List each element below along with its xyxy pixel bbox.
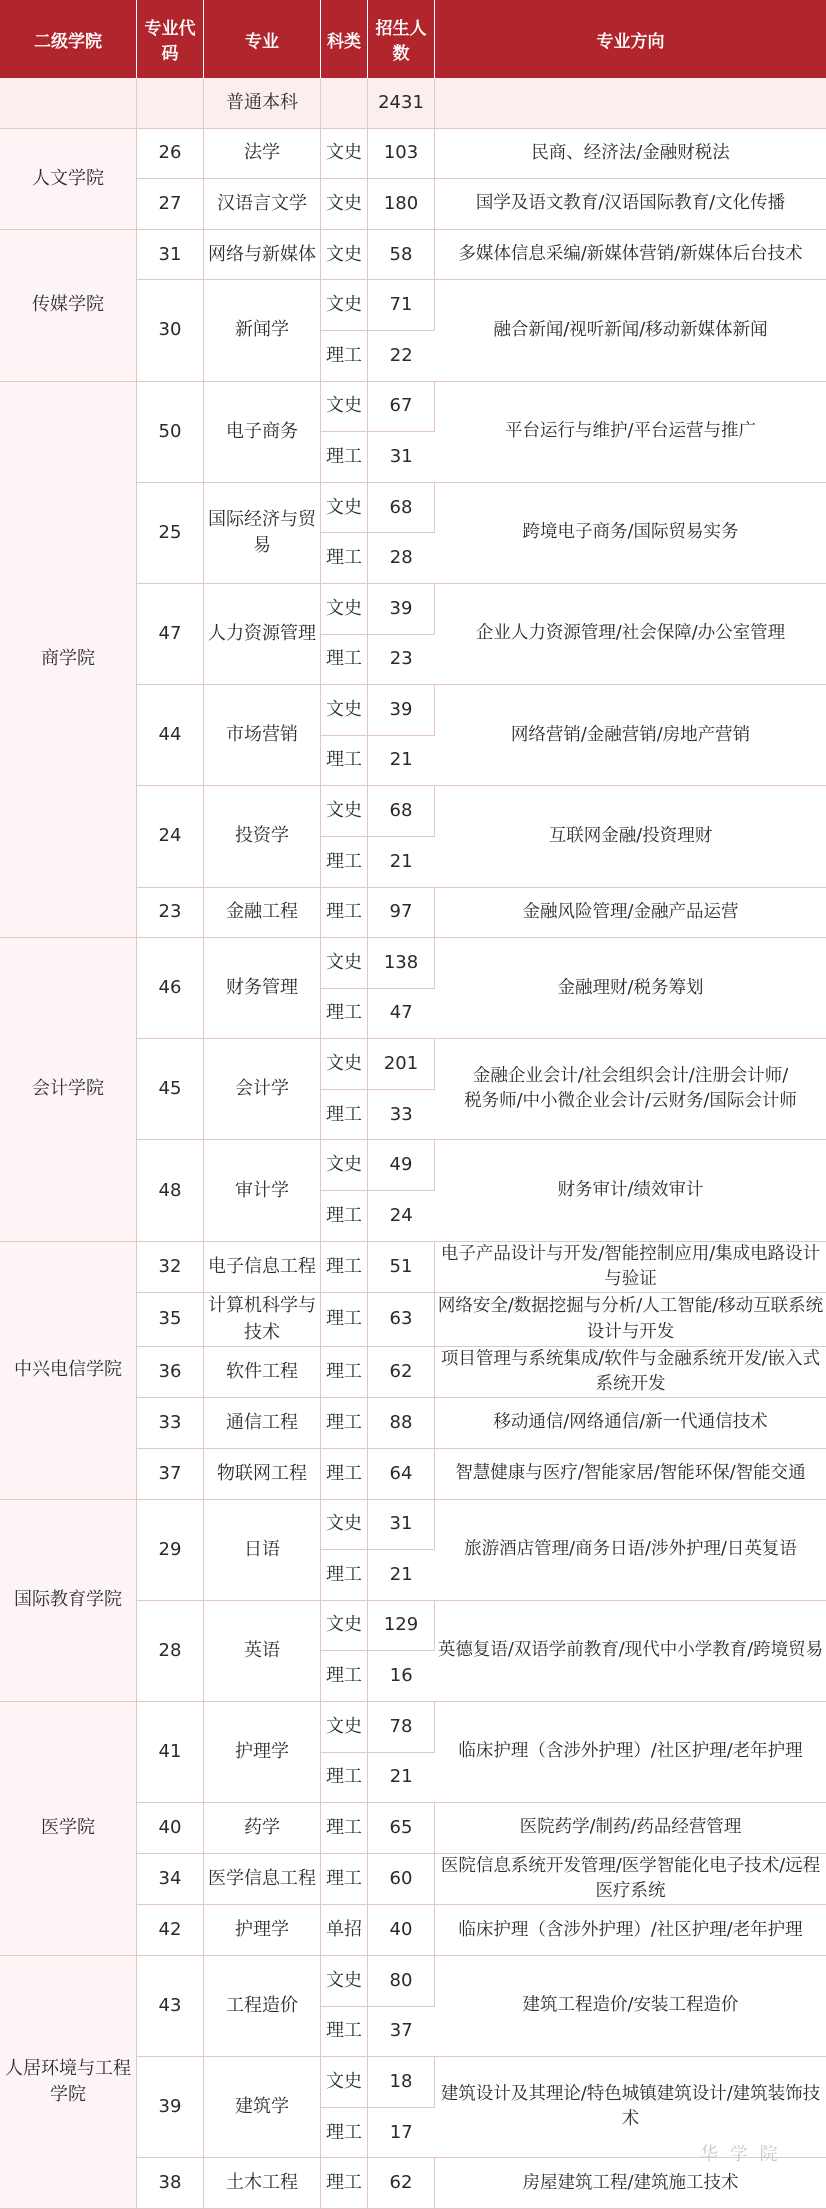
major-name-cell: 电子商务 [204,381,321,482]
enrollment-cell: 21 [368,836,435,887]
enrollment-cell: 60 [368,1853,435,1905]
direction-cell: 金融理财/税务筹划 [435,938,826,1039]
enrollment-cell: 31 [368,1499,435,1550]
overall-code-cell [137,78,204,128]
major-code-cell: 37 [137,1448,204,1499]
major-name-cell: 金融工程 [204,887,321,938]
category-cell: 文史 [321,2057,368,2108]
enrollment-cell: 103 [368,128,435,179]
category-cell: 文史 [321,482,368,533]
direction-cell: 国学及语文教育/汉语国际教育/文化传播 [435,179,826,230]
major-name-cell: 国际经济与贸易 [204,482,321,583]
major-code-cell: 26 [137,128,204,179]
enrollment-cell: 23 [368,634,435,685]
category-cell: 文史 [321,381,368,432]
category-cell: 文史 [321,1600,368,1651]
header-college: 二级学院 [0,0,137,78]
enrollment-cell: 63 [368,1293,435,1346]
college-cell: 商学院 [0,381,137,938]
category-cell: 理工 [321,836,368,887]
major-name-cell: 计算机科学与技术 [204,1293,321,1346]
major-name-cell: 英语 [204,1600,321,1701]
enrollment-cell: 17 [368,2107,435,2158]
major-code-cell: 39 [137,2057,204,2158]
table-row [0,1499,826,1550]
enrollment-cell: 129 [368,1600,435,1651]
major-code-cell: 28 [137,1600,204,1701]
category-cell: 理工 [321,432,368,483]
category-cell: 理工 [321,2107,368,2158]
table-row [0,938,826,989]
major-name-cell: 日语 [204,1499,321,1600]
category-cell: 文史 [321,128,368,179]
major-code-cell: 48 [137,1140,204,1241]
major-name-cell: 建筑学 [204,2057,321,2158]
direction-cell: 房屋建筑工程/建筑施工技术 [435,2158,826,2209]
direction-cell: 移动通信/网络通信/新一代通信技术 [435,1398,826,1449]
major-code-cell: 25 [137,482,204,583]
direction-cell: 临床护理（含涉外护理）/社区护理/老年护理 [435,1701,826,1802]
enrollment-cell: 68 [368,786,435,837]
major-code-cell: 43 [137,1956,204,2057]
direction-cell: 医院药学/制药/药品经营管理 [435,1803,826,1854]
major-code-cell: 23 [137,887,204,938]
direction-cell: 智慧健康与医疗/智能家居/智能环保/智能交通 [435,1448,826,1499]
major-code-cell: 44 [137,685,204,786]
enrollment-cell: 33 [368,1089,435,1140]
major-code-cell: 30 [137,280,204,381]
major-code-cell: 46 [137,938,204,1039]
major-name-cell: 会计学 [204,1039,321,1140]
category-cell: 文史 [321,1701,368,1752]
direction-cell: 金融风险管理/金融产品运营 [435,887,826,938]
enrollment-cell: 16 [368,1651,435,1702]
direction-cell: 电子产品设计与开发/智能控制应用/集成电路设计与验证 [435,1241,826,1293]
enrollment-cell: 65 [368,1803,435,1854]
enrollment-cell: 49 [368,1140,435,1191]
college-cell: 中兴电信学院 [0,1241,137,1499]
category-cell: 文史 [321,280,368,331]
category-cell: 理工 [321,1550,368,1601]
enrollment-cell: 97 [368,887,435,938]
category-cell: 理工 [321,2158,368,2209]
category-cell: 文史 [321,1039,368,1090]
major-code-cell: 34 [137,1853,204,1905]
direction-cell: 网络营销/金融营销/房地产营销 [435,685,826,786]
major-name-cell: 汉语言文学 [204,179,321,230]
category-cell: 理工 [321,2006,368,2057]
header-major: 专业 [204,0,321,78]
direction-cell: 金融企业会计/社会组织会计/注册会计师/ 税务师/中小微企业会计/云财务/国际会计师 [435,1039,826,1140]
enrollment-cell: 201 [368,1039,435,1090]
enrollment-cell: 58 [368,229,435,280]
direction-cell: 融合新闻/视听新闻/移动新媒体新闻 [435,280,826,381]
enrollment-cell: 21 [368,735,435,786]
major-code-cell: 35 [137,1293,204,1346]
enrollment-cell: 64 [368,1448,435,1499]
category-cell: 理工 [321,887,368,938]
direction-cell: 跨境电子商务/国际贸易实务 [435,482,826,583]
major-name-cell: 人力资源管理 [204,583,321,684]
major-code-cell: 36 [137,1346,204,1398]
major-name-cell: 药学 [204,1803,321,1854]
category-cell: 文史 [321,1499,368,1550]
major-name-cell: 电子信息工程 [204,1241,321,1293]
direction-cell: 多媒体信息采编/新媒体营销/新媒体后台技术 [435,229,826,280]
major-name-cell: 通信工程 [204,1398,321,1449]
enrollment-cell: 68 [368,482,435,533]
table-row [0,1241,826,1293]
category-cell: 单招 [321,1905,368,1956]
category-cell: 理工 [321,1752,368,1803]
college-cell: 传媒学院 [0,229,137,381]
enrollment-cell: 24 [368,1191,435,1242]
category-cell: 理工 [321,1089,368,1140]
watermark: 华 学 院 [700,2140,780,2166]
category-cell: 理工 [321,1191,368,1242]
enrollment-cell: 21 [368,1550,435,1601]
enrollment-cell: 40 [368,1905,435,1956]
direction-cell: 医院信息系统开发管理/医学智能化电子技术/远程医疗系统 [435,1853,826,1905]
category-cell: 文史 [321,229,368,280]
category-cell: 理工 [321,1346,368,1398]
major-name-cell: 工程造价 [204,1956,321,2057]
major-name-cell: 新闻学 [204,280,321,381]
major-name-cell: 软件工程 [204,1346,321,1398]
major-code-cell: 45 [137,1039,204,1140]
overall-type-cell [321,78,368,128]
table-row [0,229,826,280]
header-direction: 专业方向 [435,0,826,78]
category-cell: 文史 [321,1956,368,2007]
major-name-cell: 护理学 [204,1905,321,1956]
enrollment-cell: 78 [368,1701,435,1752]
major-code-cell: 47 [137,583,204,684]
overall-count: 2431 [368,78,435,128]
college-cell: 人文学院 [0,128,137,229]
enrollment-cell: 80 [368,1956,435,2007]
major-name-cell: 土木工程 [204,2158,321,2209]
major-code-cell: 31 [137,229,204,280]
enrollment-cell: 18 [368,2057,435,2108]
enrollment-cell: 180 [368,179,435,230]
category-cell: 理工 [321,735,368,786]
enrollment-cell: 31 [368,432,435,483]
college-cell: 会计学院 [0,938,137,1242]
category-cell: 理工 [321,1853,368,1905]
table-row [0,381,826,432]
direction-cell: 临床护理（含涉外护理）/社区护理/老年护理 [435,1905,826,1956]
overall-row [0,78,826,128]
major-name-cell: 市场营销 [204,685,321,786]
enrollment-cell: 37 [368,2006,435,2057]
enrollment-cell: 62 [368,2158,435,2209]
direction-cell: 网络安全/数据挖掘与分析/人工智能/移动互联系统设计与开发 [435,1293,826,1346]
overall-direction-cell [435,78,826,128]
college-cell: 国际教育学院 [0,1499,137,1701]
header-major-code: 专业代码 [137,0,204,78]
category-cell: 文史 [321,685,368,736]
direction-cell: 平台运行与维护/平台运营与推广 [435,381,826,482]
category-cell: 理工 [321,1448,368,1499]
enrollment-cell: 47 [368,988,435,1039]
major-code-cell: 32 [137,1241,204,1293]
major-name-cell: 医学信息工程 [204,1853,321,1905]
category-cell: 文史 [321,938,368,989]
major-name-cell: 物联网工程 [204,1448,321,1499]
enrollment-cell: 39 [368,583,435,634]
direction-cell: 旅游酒店管理/商务日语/涉外护理/日英复语 [435,1499,826,1600]
category-cell: 文史 [321,583,368,634]
direction-cell: 英德复语/双语学前教育/现代中小学教育/跨境贸易 [435,1600,826,1701]
major-name-cell: 审计学 [204,1140,321,1241]
major-code-cell: 42 [137,1905,204,1956]
major-code-cell: 41 [137,1701,204,1802]
major-name-cell: 法学 [204,128,321,179]
header-category: 科类 [321,0,368,78]
category-cell: 理工 [321,988,368,1039]
enrollment-cell: 51 [368,1241,435,1293]
category-cell: 理工 [321,1241,368,1293]
category-cell: 理工 [321,1293,368,1346]
overall-college-cell [0,78,137,128]
direction-cell: 项目管理与系统集成/软件与金融系统开发/嵌入式系统开发 [435,1346,826,1398]
major-code-cell: 38 [137,2158,204,2209]
enrollment-cell: 138 [368,938,435,989]
direction-cell: 财务审计/绩效审计 [435,1140,826,1241]
enrollment-cell: 62 [368,1346,435,1398]
category-cell: 理工 [321,1398,368,1449]
major-name-cell: 投资学 [204,786,321,887]
table-row [0,1956,826,2007]
major-code-cell: 33 [137,1398,204,1449]
category-cell: 文史 [321,179,368,230]
direction-cell: 建筑设计及其理论/特色城镇建筑设计/建筑装饰技术 [435,2057,826,2158]
college-cell: 人居环境与工程学院 [0,1956,137,2209]
major-name-cell: 护理学 [204,1701,321,1802]
category-cell: 理工 [321,1651,368,1702]
table-row [0,1701,826,1752]
enrollment-cell: 28 [368,533,435,584]
major-code-cell: 24 [137,786,204,887]
enrollment-cell: 71 [368,280,435,331]
table-row [0,128,826,179]
category-cell: 文史 [321,1140,368,1191]
major-name-cell: 财务管理 [204,938,321,1039]
major-code-cell: 50 [137,381,204,482]
major-code-cell: 40 [137,1803,204,1854]
enrollment-cell: 22 [368,330,435,381]
enrollment-cell: 67 [368,381,435,432]
header-enrollment: 招生人数 [368,0,435,78]
table-header-row [0,0,826,78]
major-code-cell: 29 [137,1499,204,1600]
direction-cell: 互联网金融/投资理财 [435,786,826,887]
major-code-cell: 27 [137,179,204,230]
category-cell: 理工 [321,1803,368,1854]
direction-cell: 建筑工程造价/安装工程造价 [435,1956,826,2057]
major-name-cell: 网络与新媒体 [204,229,321,280]
category-cell: 理工 [321,533,368,584]
category-cell: 文史 [321,786,368,837]
enrollment-cell: 21 [368,1752,435,1803]
category-cell: 理工 [321,634,368,685]
college-cell: 医学院 [0,1701,137,1955]
enrollment-cell: 88 [368,1398,435,1449]
category-cell: 理工 [321,330,368,381]
direction-cell: 企业人力资源管理/社会保障/办公室管理 [435,583,826,684]
direction-cell: 民商、经济法/金融财税法 [435,128,826,179]
enrollment-cell: 39 [368,685,435,736]
overall-label: 普通本科 [204,78,321,128]
